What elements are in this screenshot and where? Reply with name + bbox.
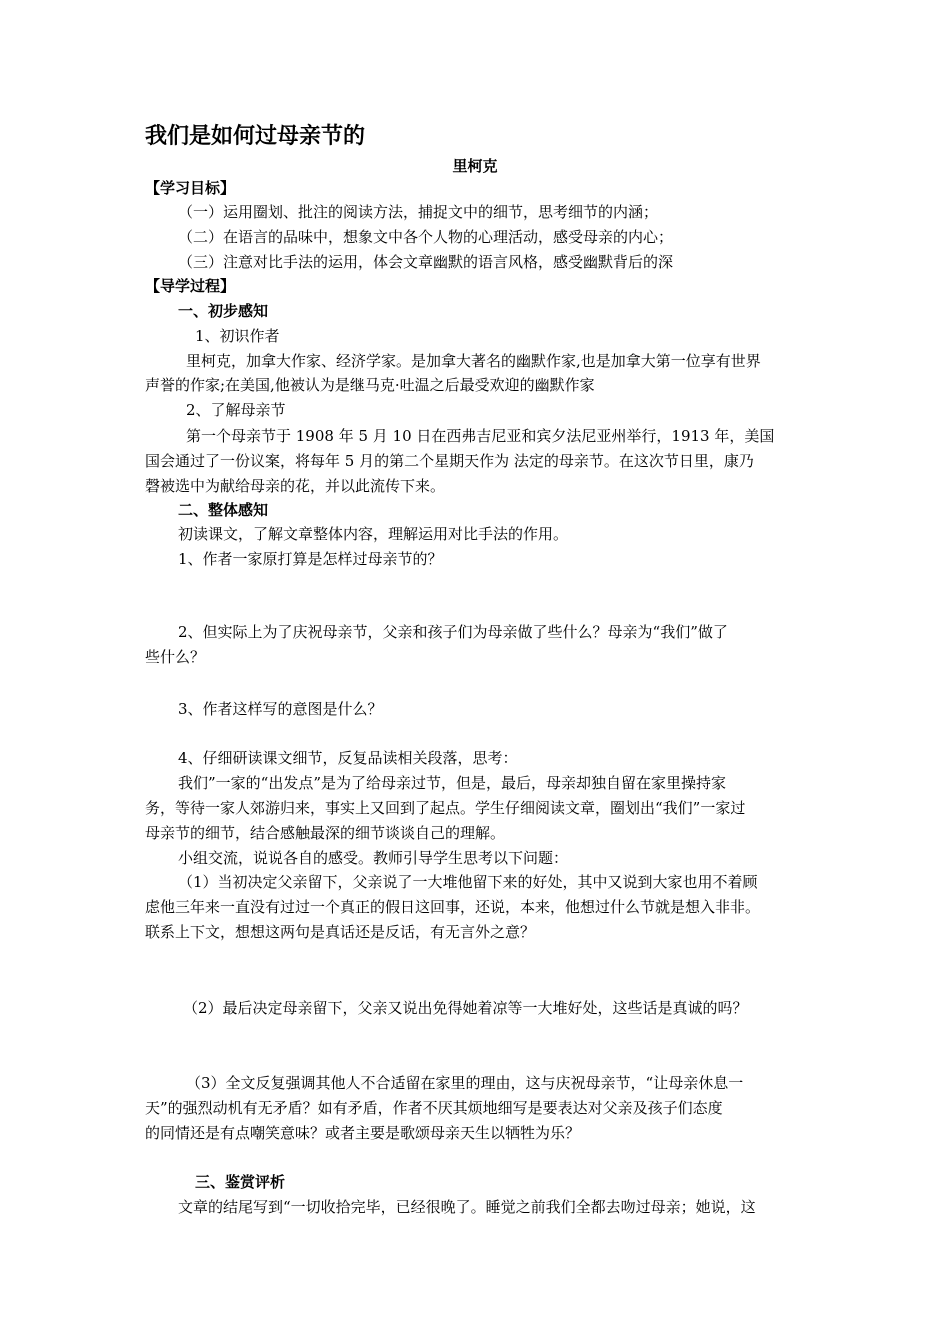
page-title: 我们是如何过母亲节的 bbox=[145, 124, 366, 149]
goal-item: （二）在语言的品味中，想象文中各个人物的心理活动，感受母亲的内心； bbox=[178, 228, 674, 246]
sub-question-1-line: （1）当初决定父亲留下，父亲说了一大堆他留下来的好处，其中又说到大家也用不着顾 bbox=[178, 873, 758, 891]
sub-question-3-line: 天”的强烈动机有无矛盾？如有矛盾，作者不厌其烦地细写是要表达对父亲及孩子们态度 bbox=[145, 1099, 723, 1117]
goal-item: （三）注意对比手法的运用，体会文章幽默的语言风格，感受幽默背后的深 bbox=[178, 253, 674, 271]
part2-intro: 初读课文，了解文章整体内容，理解运用对比手法的作用。 bbox=[178, 525, 569, 543]
part1-heading: 一、初步感知 bbox=[178, 302, 269, 320]
sub-question-2: （2）最后决定母亲留下，父亲又说出免得她着凉等一大堆好处，这些话是真诚的吗？ bbox=[183, 999, 748, 1017]
sub-question-1-line: 虑他三年来一直没有过过一个真正的假日这回事，还说，本来，他想过什么节就是想入非非。 bbox=[145, 898, 761, 916]
question-4-text-line: 母亲节的细节，结合感触最深的细节谈谈自己的理解。 bbox=[145, 824, 506, 842]
question-3: 3、作者这样写的意图是什么？ bbox=[178, 700, 383, 718]
sub-question-3-line: （3）全文反复强调其他人不合适留在家里的理由，这与庆祝母亲节，“让母亲休息一 bbox=[186, 1074, 744, 1092]
sub-question-3-line: 的同情还是有点嘲笑意味？或者主要是歌颂母亲天生以牺牲为乐？ bbox=[145, 1124, 581, 1142]
part1-subheading-author: 1、初识作者 bbox=[195, 327, 280, 345]
question-1: 1、作者一家原打算是怎样过母亲节的？ bbox=[178, 550, 443, 568]
goal-item: （一）运用圈划、批注的阅读方法，捕捉文中的细节，思考细节的内涵； bbox=[178, 203, 659, 221]
question-2-line: 些什么？ bbox=[145, 648, 206, 666]
author-intro-line: 声誉的作家;在美国,他被认为是继马克·吐温之后最受欢迎的幽默作家 bbox=[145, 376, 595, 394]
mothers-day-line: 第一个母亲节于 1908 年 5 月 10 日在西弗吉尼亚和宾夕法尼亚州举行，1913 年，美国 bbox=[186, 427, 775, 445]
part3-text: 文章的结尾写到“一切收拾完毕，已经很晚了。睡觉之前我们全都去吻过母亲；她说，这 bbox=[178, 1198, 756, 1216]
question-2-line: 2、但实际上为了庆祝母亲节，父亲和孩子们为母亲做了些什么？母亲为“我们”做了 bbox=[178, 623, 728, 641]
author-intro-line: 里柯克，加拿大作家、经济学家。是加拿大著名的幽默作家,也是加拿大第一位享有世界 bbox=[186, 352, 761, 370]
author-name: 里柯克 bbox=[452, 157, 498, 175]
mothers-day-line: 国会通过了一份议案，将每年 5 月的第二个星期天作为 法定的母亲节。在这次节日里，康乃 bbox=[145, 452, 754, 470]
sub-question-1-line: 联系上下文，想想这两句是真话还是反话，有无言外之意？ bbox=[145, 923, 536, 941]
question-4-text-line: 务，等待一家人郊游归来，事实上又回到了起点。学生仔细阅读文章，圈划出“我们”一家过 bbox=[145, 799, 746, 817]
section-heading-process: 【导学过程】 bbox=[145, 277, 236, 295]
part1-subheading-mothers-day: 2、了解母亲节 bbox=[186, 401, 286, 419]
mothers-day-line: 磬被选中为献给母亲的花，并以此流传下来。 bbox=[145, 477, 446, 495]
group-discussion: 小组交流，说说各自的感受。教师引导学生思考以下问题： bbox=[178, 849, 569, 867]
question-4-text-line: 我们”一家的“出发点”是为了给母亲过节，但是，最后，母亲却独自留在家里操持家 bbox=[178, 774, 727, 792]
question-4: 4、仔细研读课文细节，反复品读相关段落，思考： bbox=[178, 749, 518, 767]
part3-heading: 三、鉴赏评析 bbox=[195, 1173, 286, 1191]
section-heading-goals: 【学习目标】 bbox=[145, 179, 236, 197]
part2-heading: 二、整体感知 bbox=[178, 501, 269, 519]
